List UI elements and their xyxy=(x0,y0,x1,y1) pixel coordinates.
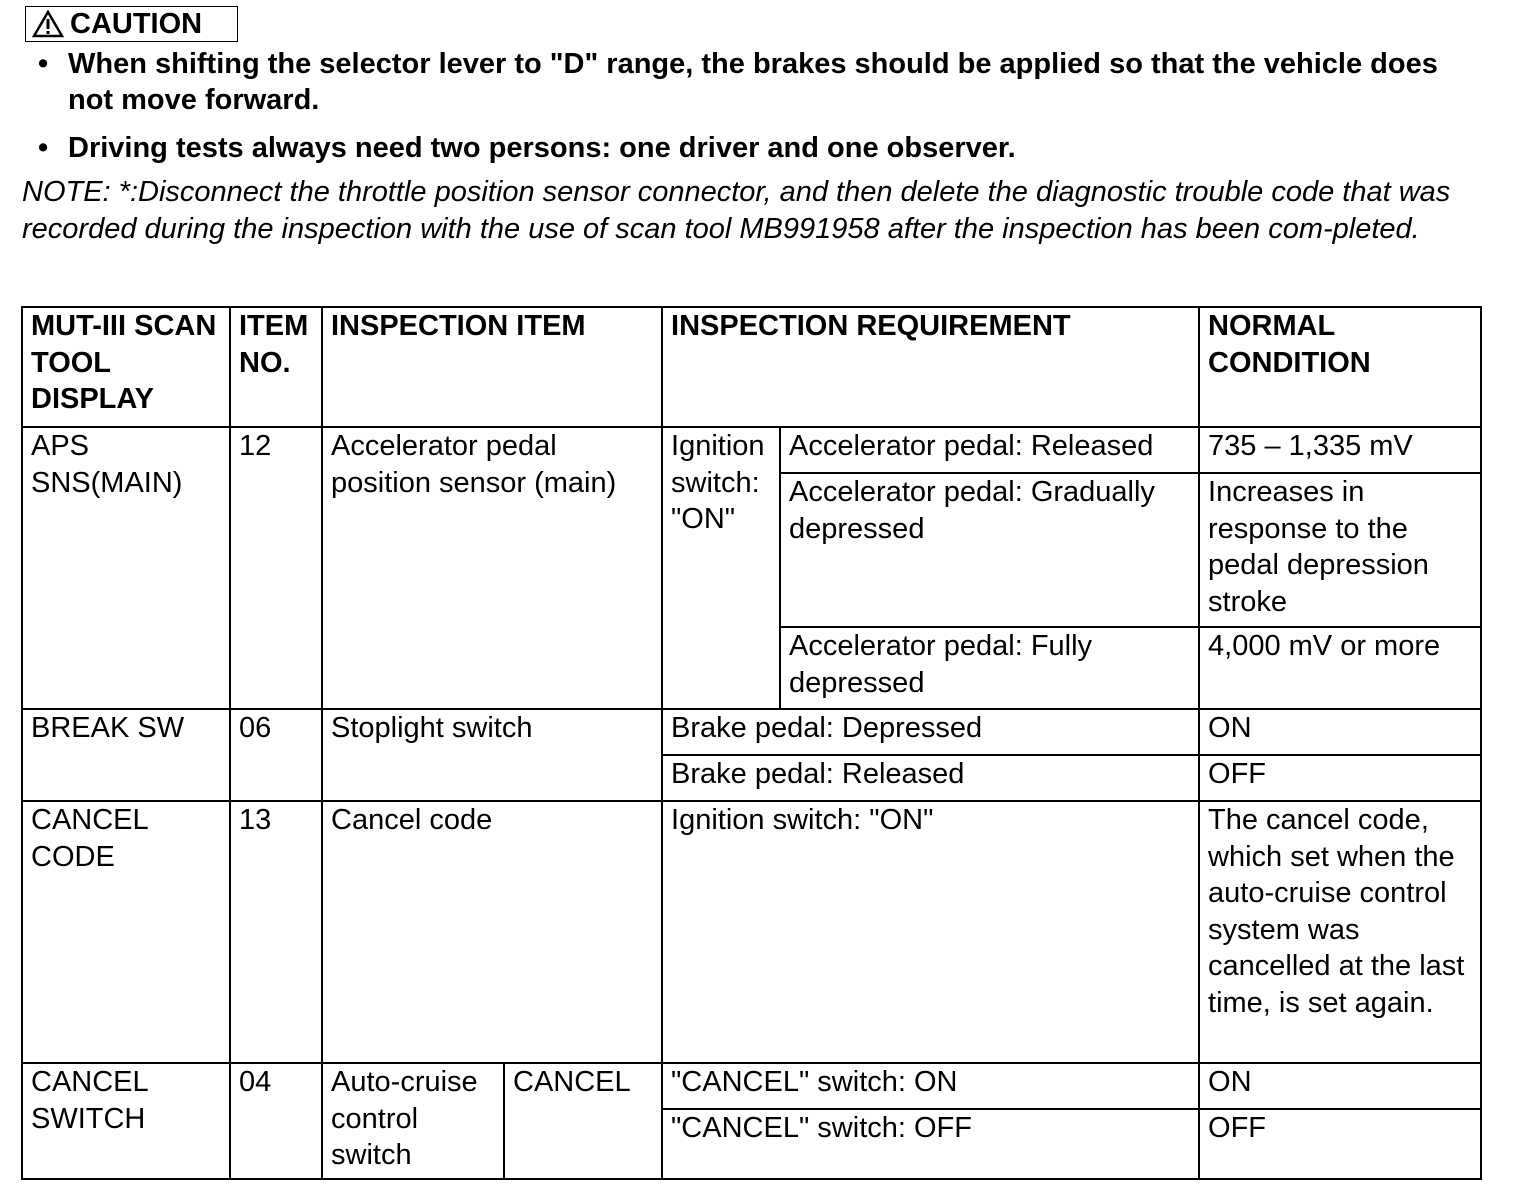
table-header-row xyxy=(22,307,1481,427)
cell-requirement: Brake pedal: Depressed xyxy=(662,709,1199,755)
cell-normal: 4,000 mV or more xyxy=(1199,627,1481,709)
inspection-table xyxy=(21,306,1482,1180)
cell-inspection-item: Auto-cruise control switch xyxy=(322,1063,504,1179)
cell-sub-item: CANCEL xyxy=(504,1063,662,1179)
caution-label: CAUTION xyxy=(70,7,203,40)
cell-normal: OFF xyxy=(1199,755,1481,801)
cell-inspection-item: Accelerator pedal position sensor (main) xyxy=(322,427,662,709)
cell-requirement: "CANCEL" switch: OFF xyxy=(662,1109,1199,1179)
caution-list xyxy=(38,46,1478,178)
cell-normal: ON xyxy=(1199,1063,1481,1109)
cell-normal: 735 – 1,335 mV xyxy=(1199,427,1481,473)
table-row xyxy=(22,801,1481,1063)
bullet-icon: • xyxy=(38,48,49,80)
warning-triangle-icon xyxy=(32,10,64,38)
cell-normal: Increases in response to the pedal depression stroke xyxy=(1199,473,1481,627)
cell-item-no: 12 xyxy=(230,427,322,709)
table-row xyxy=(22,709,1481,755)
cell-requirement: Accelerator pedal: Released xyxy=(780,427,1199,473)
cell-display: CANCEL CODE xyxy=(22,801,230,1063)
cell-item-no: 13 xyxy=(230,801,322,1063)
cell-display: CANCEL SWITCH xyxy=(22,1063,230,1179)
header-display: MUT-III SCAN TOOL DISPLAY xyxy=(22,307,230,427)
cell-requirement: "CANCEL" switch: ON xyxy=(662,1063,1199,1109)
table-row xyxy=(22,1063,1481,1109)
cell-display: APS SNS(MAIN) xyxy=(22,427,230,709)
cell-condition: Ignition switch: "ON" xyxy=(662,427,780,709)
cell-requirement: Accelerator pedal: Fully depressed xyxy=(780,627,1199,709)
note-text: NOTE: *:Disconnect the throttle position sensor connector, and then delete the diagnostic trouble code that was recorded during the inspection with the use of scan tool MB991958 after the inspection has been com-pleted. xyxy=(22,176,1451,245)
header-normal-condition: NORMAL CONDITION xyxy=(1199,307,1481,427)
header-item-no: ITEM NO. xyxy=(230,307,322,427)
cell-requirement: Accelerator pedal: Gradually depressed xyxy=(780,473,1199,627)
cell-normal: OFF xyxy=(1199,1109,1481,1179)
caution-item-text: Driving tests always need two persons: one driver and one observer. xyxy=(68,132,1016,164)
cell-display: BREAK SW xyxy=(22,709,230,801)
cell-item-no: 04 xyxy=(230,1063,322,1179)
cell-item-no: 06 xyxy=(230,709,322,801)
caution-label-box xyxy=(25,6,238,42)
cell-inspection-item: Stoplight switch xyxy=(322,709,662,801)
caution-item xyxy=(38,130,1478,166)
header-inspection-requirement: INSPECTION REQUIREMENT xyxy=(662,307,1199,427)
cell-normal: The cancel code, which set when the auto-cruise control system was cancelled at the last time, is set again. xyxy=(1199,801,1481,1063)
cell-inspection-item: Cancel code xyxy=(322,801,662,1063)
header-inspection-item: INSPECTION ITEM xyxy=(322,307,662,427)
cell-normal: ON xyxy=(1199,709,1481,755)
cell-requirement: Ignition switch: "ON" xyxy=(662,801,1199,1063)
table-row xyxy=(22,427,1481,473)
caution-item xyxy=(38,46,1478,118)
bullet-icon: • xyxy=(38,132,49,164)
cell-requirement: Brake pedal: Released xyxy=(662,755,1199,801)
caution-item-text: When shifting the selector lever to "D" range, the brakes should be applied so that the vehicle does not move forward. xyxy=(68,48,1438,116)
